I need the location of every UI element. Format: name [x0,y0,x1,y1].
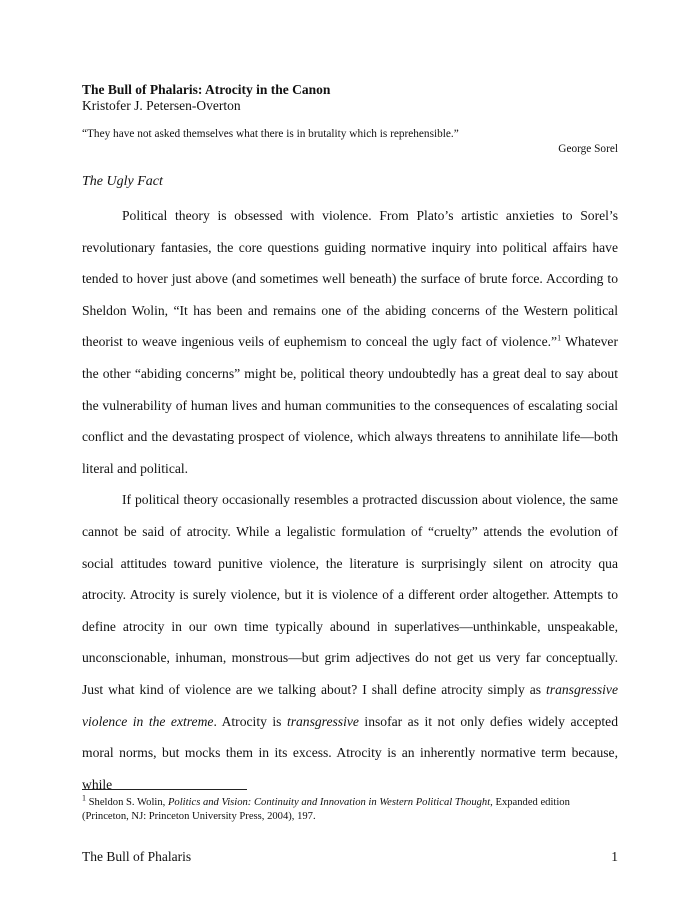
footnote-details: , Expanded edition (Princeton, NJ: Princeton University Press, 2004), 197. [82,797,570,822]
running-footer-title: The Bull of Phalaris [82,849,192,864]
page-number: 1 [611,849,618,864]
footnote-author: Sheldon S. Wolin, [86,797,168,808]
paragraph-2-text-b: . Atrocity is [213,713,287,729]
paragraph-2-text-c: insofar as it not only defies widely accepted moral norms, but mocks them in its excess. Atrocity is an inherently normative term because, while [82,713,618,792]
paragraph-1 [82,200,618,484]
paper-title: The Bull of Phalaris: Atrocity in the Canon [82,82,331,97]
author-name: Kristofer J. Petersen-Overton [82,98,241,113]
footnote-reference[interactable]: 1 [557,333,562,343]
paragraph-1-text-b: Whatever the other “abiding concerns” might be, political theory undoubtedly has a great deal to say about the vulnerability of human lives and human communities to the consequences of escalating social conflict and the devastating prospect of violence, which always threatens to annihilate life—both literal and political. [82,334,618,476]
paragraph-1-text-a: Political theory is obsessed with violence. From Plato’s artistic anxieties to Sorel’s revolutionary fantasies, the core questions guiding normative inquiry into political affairs have tended to hover just above (and sometimes well beneath) the surface of brute force. According to Sheldon Wolin, “It has been and remains one of the abiding concerns of the Western political theorist to weave ingenious veils of euphemism to conceal the ugly fact of violence.” [82,208,618,350]
epigraph-attribution: George Sorel [558,143,618,155]
footnote [82,793,618,824]
paragraph-2-text-a: If political theory occasionally resembles a protracted discussion about violence, the same cannot be said of atrocity. While a legalistic formulation of “cruelty” attends the evolution of social attitudes toward punitive violence, the literature is surprisingly silent on atrocity qua atrocity. Atrocity is surely violence, but it is violence of a different order altogether. Attempts to define atrocity in our own time typically abound in superlatives—unthinkable, unspeakable, unconscionable, inhuman, monstrous—but grim adjectives do not get us very far conceptually. Just what kind of violence are we talking about? I shall define atrocity simply as [82,492,618,697]
footnote-number: 1 [82,793,86,803]
epigraph-quote: “They have not asked themselves what there is in brutality which is reprehensible.” [82,128,459,140]
paragraph-2-emphasis-2: transgressive [286,713,359,729]
footnote-work-title: Politics and Vision: Continuity and Innovation in Western Political Thought [167,797,491,808]
paragraph-2-emphasis-1: transgressive violence in the extreme [82,681,618,729]
footnote-divider [82,789,247,790]
section-heading: The Ugly Fact [82,174,163,189]
